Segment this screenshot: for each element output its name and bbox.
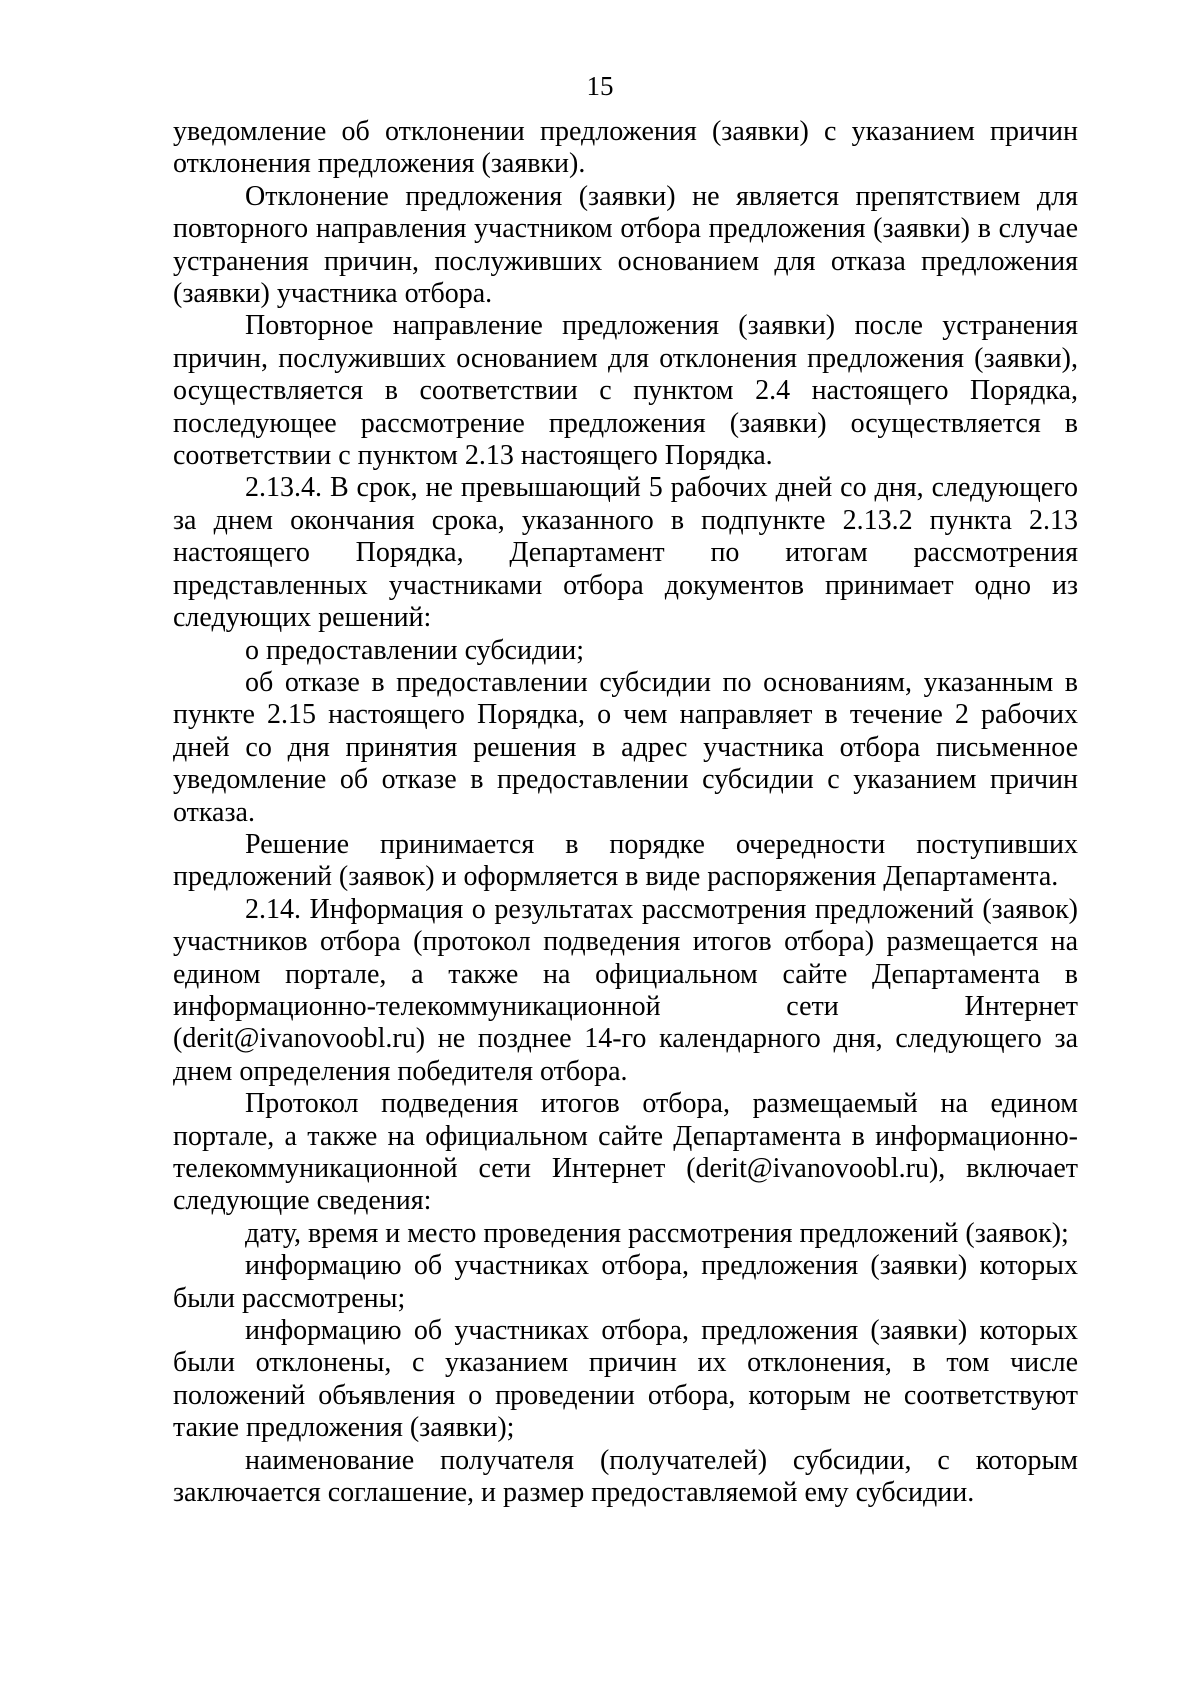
paragraph-protocol-contents: Протокол подведения итогов отбора, размещаемый на едином портале, а также на официальном сайте Департамента в информационно-телекоммуникационной сети Интернет (derit@ivanovoobl.ru), включает следующие сведения: — [173, 1088, 1078, 1217]
list-item-rejected-participants: информацию об участниках отбора, предложения (заявки) которых были отклонены, с указанием причин их отклонения, в том числе положений объявления о проведении отбора, которым не соответствуют такие предложения (заявки); — [173, 1315, 1078, 1444]
paragraph-decision-order: Решение принимается в порядке очередности поступивших предложений (заявок) и оформляется в виде распоряжения Департамента. — [173, 828, 1078, 893]
list-item-reviewed-participants: информацию об участниках отбора, предложения (заявки) которых были рассмотрены; — [173, 1250, 1078, 1314]
paragraph-decision-refusal: об отказе в предоставлении субсидии по основаниям, указанным в пункте 2.15 настоящего Порядка, о чем направляет в течение 2 рабочих дней со дня принятия решения в адрес участника отбора письменное уведомление об отказе в предоставлении субсидии с указанием причин отказа. — [173, 666, 1078, 828]
paragraph-2-14: 2.14. Информация о результатах рассмотрения предложений (заявок) участников отбора (протокол подведения итогов отбора) размещается на едином портале, а также на официальном сайте Департамента в информационно-телекоммуникационной сети Интернет (derit@ivanovoobl.ru) не позднее 14-го календарного дня, следующего за днем определения победителя отбора. — [173, 893, 1078, 1087]
list-item-date-time-place: дату, время и место проведения рассмотрения предложений (заявок); — [245, 1217, 1069, 1249]
page-number: 15 — [586, 71, 614, 101]
document-body — [173, 116, 1078, 1509]
paragraph-rejection-not-obstacle: Отклонение предложения (заявки) не является препятствием для повторного направления участником отбора предложения (заявки) в случае устранения причин, послуживших основанием для отказа предложения (заявки) участника отбора. — [173, 180, 1078, 310]
paragraph-rejection-notice-continued: уведомление об отклонении предложения (заявки) с указанием причин отклонения предложения (заявки). — [173, 116, 1078, 180]
list-item-recipient-name: наименование получателя (получателей) субсидии, с которым заключается соглашение, и размер предоставляемой ему субсидии. — [173, 1444, 1078, 1509]
paragraph-decision-grant: о предоставлении субсидии; — [245, 634, 584, 666]
paragraph-2-13-4: 2.13.4. В срок, не превышающий 5 рабочих дней со дня, следующего за днем окончания срока, указанного в подпункте 2.13.2 пункта 2.13 настоящего Порядка, Департамент по итогам рассмотрения представленных участниками отбора документов принимает одно из следующих решений: — [173, 472, 1078, 634]
paragraph-resubmission: Повторное направление предложения (заявки) после устранения причин, послуживших основанием для отклонения предложения (заявки), осуществляется в соответствии с пунктом 2.4 настоящего Порядка, последующее рассмотрение предложения (заявки) осуществляется в соответствии с пунктом 2.13 настоящего Порядка. — [173, 310, 1078, 472]
